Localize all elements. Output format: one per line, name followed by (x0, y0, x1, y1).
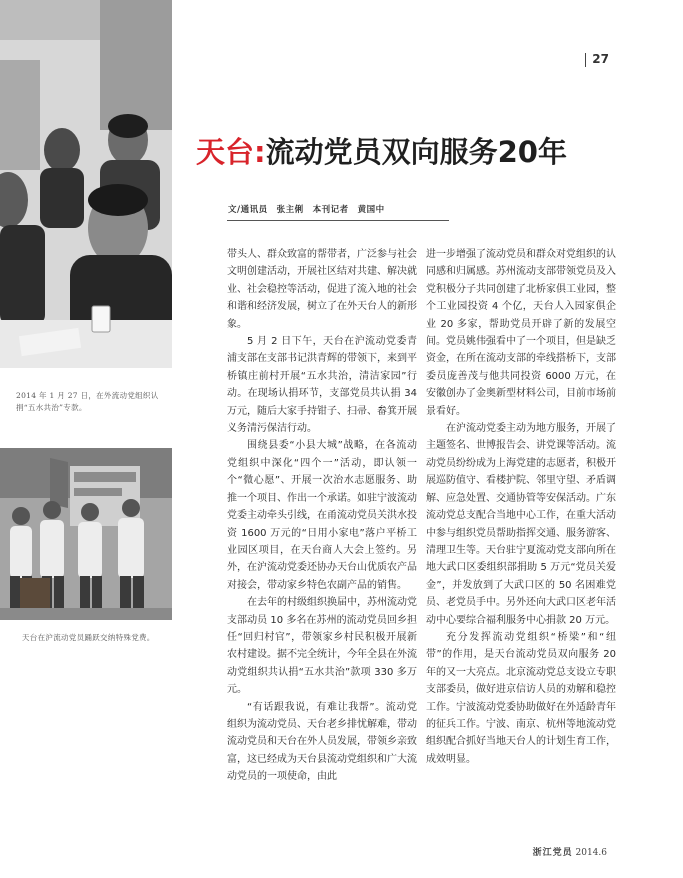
meeting-photo (0, 0, 172, 368)
issue-number: 2014.6 (575, 848, 607, 858)
col1-paragraph: “有话跟我说，有难让我帮”。流动党组织为流动党员、天台老乡排忧解难，带动流动党员和天台在外人员发展，带领乡亲致富，这已经成为天台县流动党组织和广大流动党员的一项使命，由此 (227, 701, 417, 783)
col1-paragraph: 带头人、群众致富的帮带者，广泛参与社会文明创建活动，开展社区结对共建、解决就业、社会稳控等活动，促进了流入地的社会和谐和经济发展，树立了在外天台人的新形象。 (227, 249, 417, 330)
title-colon: : (254, 135, 266, 169)
page-number-divider (585, 53, 586, 67)
col2-paragraph: 在沪流动党委主动为地方服务，开展了主题签名、世博报告会、讲党课等活动。流动党员纷纷成为上海党建的志愿者，积极开展巡防值守、看楼护院、邻里守望、矛盾调解、应急处置、交通协管等安保活动。广东流动党总支配合当地中心工作，在重大活动中参与组织党员帮助指挥交通、服务游客、清理卫生等。天台驻宁夏流动党支部向所在地大武口区委组织部捐助 5 万元“党员关爱金”，并发放到了大武口区的 50 名困难党员、老党员手中。另外还向大武口区老年活动中心要综合福利服务中心捐款 20 万元。 (426, 423, 616, 626)
page-footer (533, 845, 607, 858)
byline-rule (227, 220, 449, 221)
article-title (196, 130, 666, 171)
title-place: 天台 (196, 135, 255, 169)
photo2-caption: 天台在沪流动党员踊跃交纳特殊党费。 (22, 633, 155, 642)
col1-paragraph: 5 月 2 日下午，天台在沪流动党委青浦支部在支部书记洪青辉的带领下，来到平桥镇庄前村开展“五水共治，清洁家园”行动。在现场认捐环节，支部党员共认捐 34 万元，随后大家手持钳子、扫帚、畚箕开展义务清污保洁行动。 (227, 336, 417, 435)
col2-paragraph: 充分发挥流动党组织“桥梁”和“纽带”的作用，是天台流动党员双向服务 20 年的又一大亮点。北京流动党总支设立专职支部委员，做好进京信访人员的劝解和稳控工作。宁波流动党委协助做好在外适龄青年的征兵工作。宁波、南京、杭州等地流动党组织配合抓好当地天台人的计划生育工作，成效明显。 (426, 631, 616, 765)
byline: 文/通讯员 张主俐 本刊记者 黄国中 (228, 205, 385, 215)
page-number (585, 52, 609, 67)
donation-photo (0, 448, 172, 620)
col2-paragraph: 进一步增强了流动党员和群众对党组织的认同感和归属感。苏州流动支部带领党员及入党积极分子共同创建了北桥家俱工业园，整个工业园投资 4 个亿，天台人入园家俱企业 20 多家，帮助党员开辟了新的发展空间。党员姚伟强看中了一个项目，但是缺乏资金，在所在流动支部的牵线搭桥下，支部委员庞善茂与他共同投资 6000 万元，在安徽创办了金奥新型材料公司，目前市场前景看好。 (426, 249, 616, 417)
page-number-text: 27 (592, 52, 609, 66)
title-main: 流动党员双向服务20年 (265, 135, 567, 169)
text-column-1 (227, 246, 417, 786)
col1-paragraph: 在去年的村级组织换届中，苏州流动党支部动员 10 多名在苏州的流动党员回乡担任“回归村官”，带领家乡村民积极开展新农村建设。据不完全统计，今年全县在外流动党组织共认捐“五水共治”款项 330 多万元。 (227, 597, 417, 696)
text-column-2 (426, 246, 616, 768)
photo1-caption: 2014 年 1 月 27 日，在外流动党组织认捐“五水共治”专款。 (16, 391, 159, 412)
col1-paragraph: 围绕县委“小县大城”战略，在各流动党组织中深化“四个一”活动，即认领一个“微心愿”、开展一次治水志愿服务、助推一个项目、作出一个承诺。如驻宁波流动党委主动牵头引线，在甬流动党员关洪水投资 1600 万元的“日用小家电”落户平桥工业园区项目，在天台商人大会上签约。另外，在沪流动党委还协办天台山优质农产品对接会，带动家乡特色农副产品的销售。 (227, 440, 417, 591)
magazine-name: 浙江党员 (532, 848, 573, 858)
